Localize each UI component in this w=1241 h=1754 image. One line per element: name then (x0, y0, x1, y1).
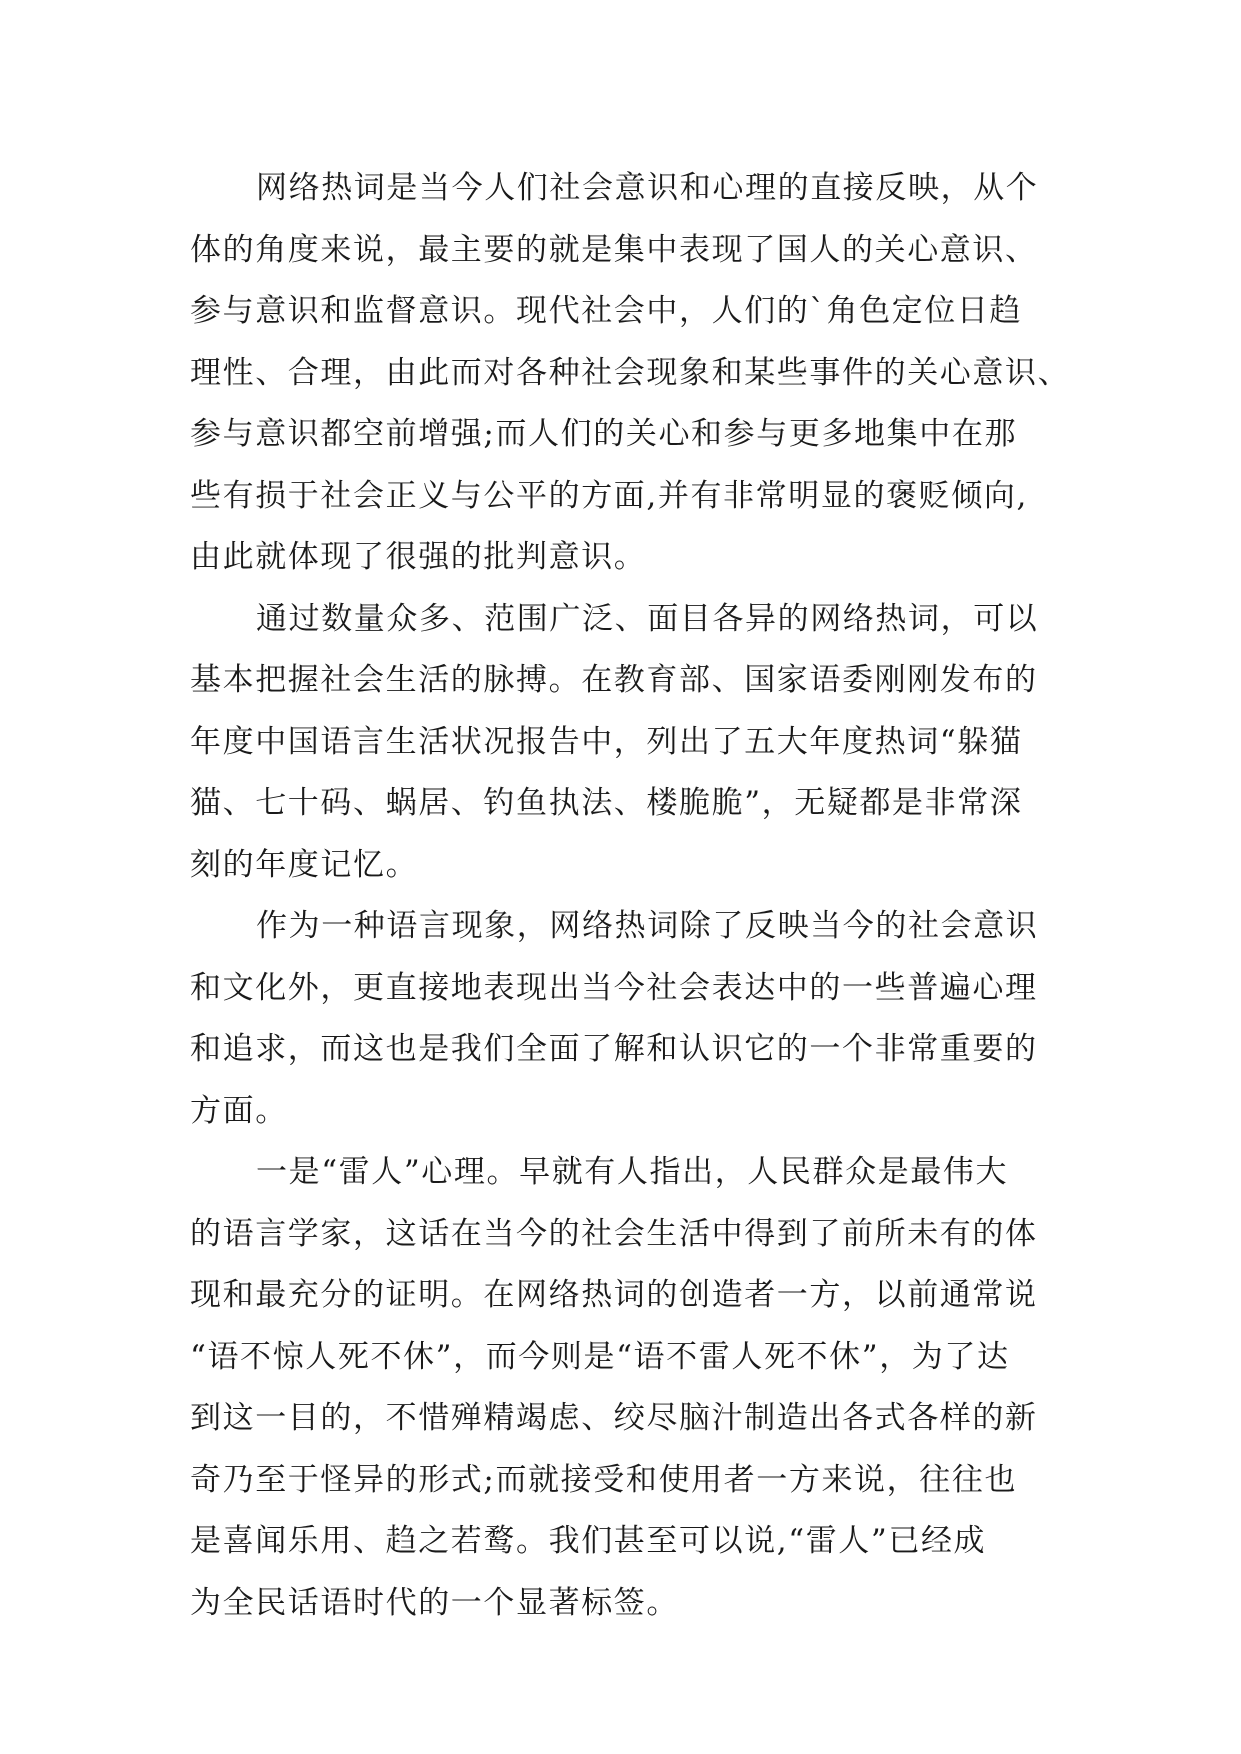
text-line: 现和最充分的证明。在网络热词的创造者一方，以前通常说 (190, 1277, 1038, 1313)
text-line: 到这一目的，不惜殚精竭虑、绞尽脑汁制造出各式各样的新 (190, 1400, 1038, 1436)
document-body (190, 158, 1071, 1634)
text-line: 作为一种语言现象，网络热词除了反映当今的社会意识 (256, 908, 1039, 944)
text-line: 网络热词是当今人们社会意识和心理的直接反映，从个 (256, 170, 1039, 206)
paragraph-4 (190, 1142, 1050, 1634)
text-line: 基本把握社会生活的脉搏。在教育部、国家语委刚刚发布的 (190, 662, 1038, 698)
paragraph-3 (190, 896, 1050, 1142)
text-line: 是喜闻乐用、趋之若鹜。我们甚至可以说,“雷人”已经成 (190, 1523, 987, 1559)
text-line: 和文化外，更直接地表现出当今社会表达中的一些普遍心理 (190, 969, 1038, 1006)
text-line: 一是“雷人”心理。早就有人指出，人民群众是最伟大 (256, 1154, 1009, 1190)
text-line: 体的角度来说，最主要的就是集中表现了国人的关心意识、 (190, 231, 1038, 268)
text-line: 猫、七十码、蜗居、钓鱼执法、楼脆脆”，无疑都是非常深 (190, 785, 1023, 821)
text-line: 年度中国语言生活状况报告中，列出了五大年度热词“躲猫 (190, 723, 1023, 760)
text-line: 奇乃至于怪异的形式;而就接受和使用者一方来说，往往也 (190, 1461, 1018, 1498)
paragraph-2 (190, 589, 1050, 897)
text-line: 通过数量众多、范围广泛、面目各异的网络热词，可以 (256, 600, 1039, 637)
text-line: 由此就体现了很强的批判意识。 (190, 539, 647, 575)
text-line: 方面。 (190, 1092, 288, 1129)
text-line: 和追求，而这也是我们全面了解和认识它的一个非常重要的 (190, 1031, 1038, 1067)
text-line: 些有损于社会正义与公平的方面,并有非常明显的褒贬倾向, (190, 477, 1028, 514)
text-line: 为全民话语时代的一个显著标签。 (190, 1584, 679, 1621)
text-line: “语不惊人死不休”，而今则是“语不雷人死不休”，为了达 (190, 1338, 1010, 1375)
paragraph-1 (190, 158, 1071, 589)
text-line: 的语言学家，这话在当今的社会生活中得到了前所未有的体 (190, 1215, 1038, 1252)
text-line: 参与意识都空前增强;而人们的关心和参与更多地集中在那 (190, 416, 1018, 452)
text-line: 刻的年度记忆。 (190, 846, 419, 883)
text-line: 参与意识和监督意识。现代社会中，人们的`角色定位日趋 (190, 293, 1023, 329)
text-line: 理性、合理，由此而对各种社会现象和某些事件的关心意识、 (190, 354, 1071, 391)
